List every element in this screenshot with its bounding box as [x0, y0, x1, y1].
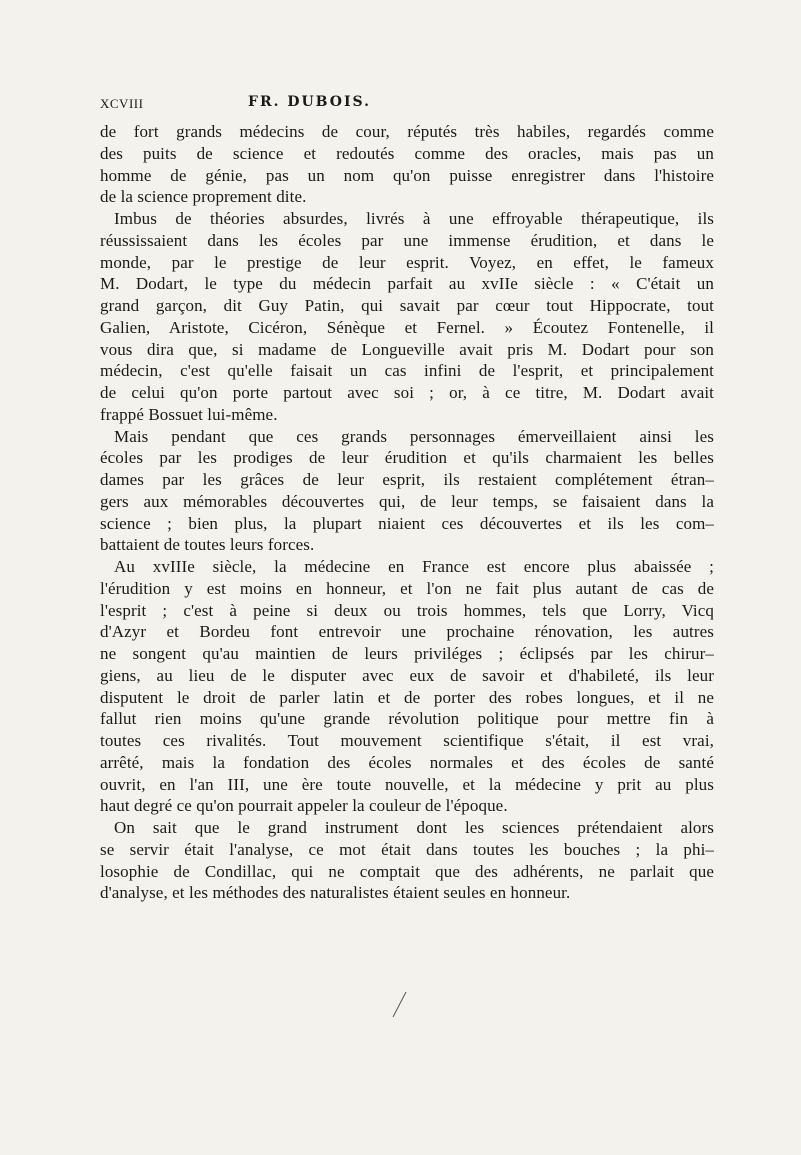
text-line: Galien, Aristote, Cicéron, Sénèque et Fernel. » Écoutez Fontenelle, il	[100, 317, 714, 337]
text-line: des puits de science et redoutés comme des oracles, mais pas un	[100, 143, 714, 163]
text-line: losophie de Condillac, qui ne comptait que des adhérents, ne parlait que	[100, 861, 714, 881]
text-line: Au xvIIIe siècle, la médecine en France est encore plus abaissée ;	[114, 557, 714, 576]
text-line: disputent le droit de parler latin et de porter des robes longues, et il ne	[100, 687, 714, 707]
text-line: se servir était l'analyse, ce mot était dans toutes les bouches ; la phi–	[100, 839, 714, 859]
text-line: réussissaient dans les écoles par une immense érudition, et dans le	[100, 230, 714, 250]
text-line: médecin, c'est qu'elle faisait un cas infini de l'esprit, et principalement	[100, 361, 714, 381]
running-head: FR. DUBOIS.	[248, 94, 371, 110]
page-header	[100, 96, 714, 118]
text-line: dames par les grâces de leur esprit, ils restaient complétement étran–	[100, 470, 714, 489]
text-line: giens, au lieu de le disputer avec eux de savoir et d'habileté, ils leur	[100, 665, 714, 685]
text-line: science ; bien plus, la plupart niaient ces découvertes et ils les com–	[100, 513, 714, 533]
paragraph	[100, 556, 714, 817]
page-number: XCVIII	[100, 96, 144, 111]
paragraph	[100, 817, 714, 904]
text-line: ne songent qu'au maintien de leurs priviléges ; éclipsés par les chirur–	[100, 644, 714, 663]
text-line: frappé Bossuet lui-même.	[100, 404, 278, 424]
text-line: de la science proprement dite.	[100, 187, 307, 207]
text-line: toutes ces rivalités. Tout mouvement scientifique s'était, il est vrai,	[100, 731, 714, 750]
text-line: Imbus de théories absurdes, livrés à une effroyable thérapeutique, ils	[114, 209, 714, 228]
text-line: gers aux mémorables découvertes qui, de leur temps, se faisaient dans la	[100, 491, 714, 511]
text-line: arrêté, mais la fondation des écoles normales et des écoles de santé	[100, 752, 714, 772]
text-line: d'Azyr et Bordeu font entrevoir une prochaine rénovation, les autres	[100, 622, 714, 642]
text-line: d'analyse, et les méthodes des naturalistes étaient seules en honneur.	[100, 883, 571, 903]
text-line: fallut rien moins qu'une grande révolution politique pour mettre fin à	[100, 709, 714, 729]
text-line: de celui qu'on porte partout avec soi ; or, à ce titre, M. Dodart avait	[100, 383, 714, 402]
text-line: On sait que le grand instrument dont les sciences prétendaient alors	[114, 818, 714, 837]
text-line: grand garçon, dit Guy Patin, qui savait par cœur tout Hippocrate, tout	[100, 296, 714, 315]
text-line: écoles par les prodiges de leur érudition et qu'ils charmaient les belles	[100, 448, 714, 468]
text-line: haut degré ce qu'on pourrait appeler la couleur de l'époque.	[100, 796, 508, 816]
text-line: ouvrit, en l'an III, une ère toute nouvelle, et la médecine y prit au plus	[100, 774, 714, 794]
text-line: l'esprit ; c'est à peine si deux ou trois hommes, tels que Lorry, Vicq	[100, 600, 714, 620]
text-line: monde, par le prestige de leur esprit. Voyez, en effet, le fameux	[100, 252, 714, 272]
paragraph	[100, 208, 714, 426]
paragraph	[100, 121, 714, 208]
text-line: l'érudition y est moins en honneur, et l'on ne fait plus autant de cas de	[100, 578, 714, 598]
body-text	[100, 121, 714, 904]
text-line: vous dira que, si madame de Longueville avait pris M. Dodart pour son	[100, 339, 714, 359]
paragraph	[100, 426, 714, 557]
text-line: Mais pendant que ces grands personnages émerveillaient ainsi les	[114, 426, 714, 446]
text-line: de fort grands médecins de cour, réputés très habiles, regardés comme	[100, 122, 714, 141]
text-line: battaient de toutes leurs forces.	[100, 535, 315, 555]
text-line: homme de génie, pas un nom qu'on puisse enregistrer dans l'histoire	[100, 165, 714, 185]
text-line: M. Dodart, le type du médecin parfait au xvIIe siècle : « C'était un	[100, 274, 714, 294]
stray-pen-mark	[390, 990, 408, 1020]
